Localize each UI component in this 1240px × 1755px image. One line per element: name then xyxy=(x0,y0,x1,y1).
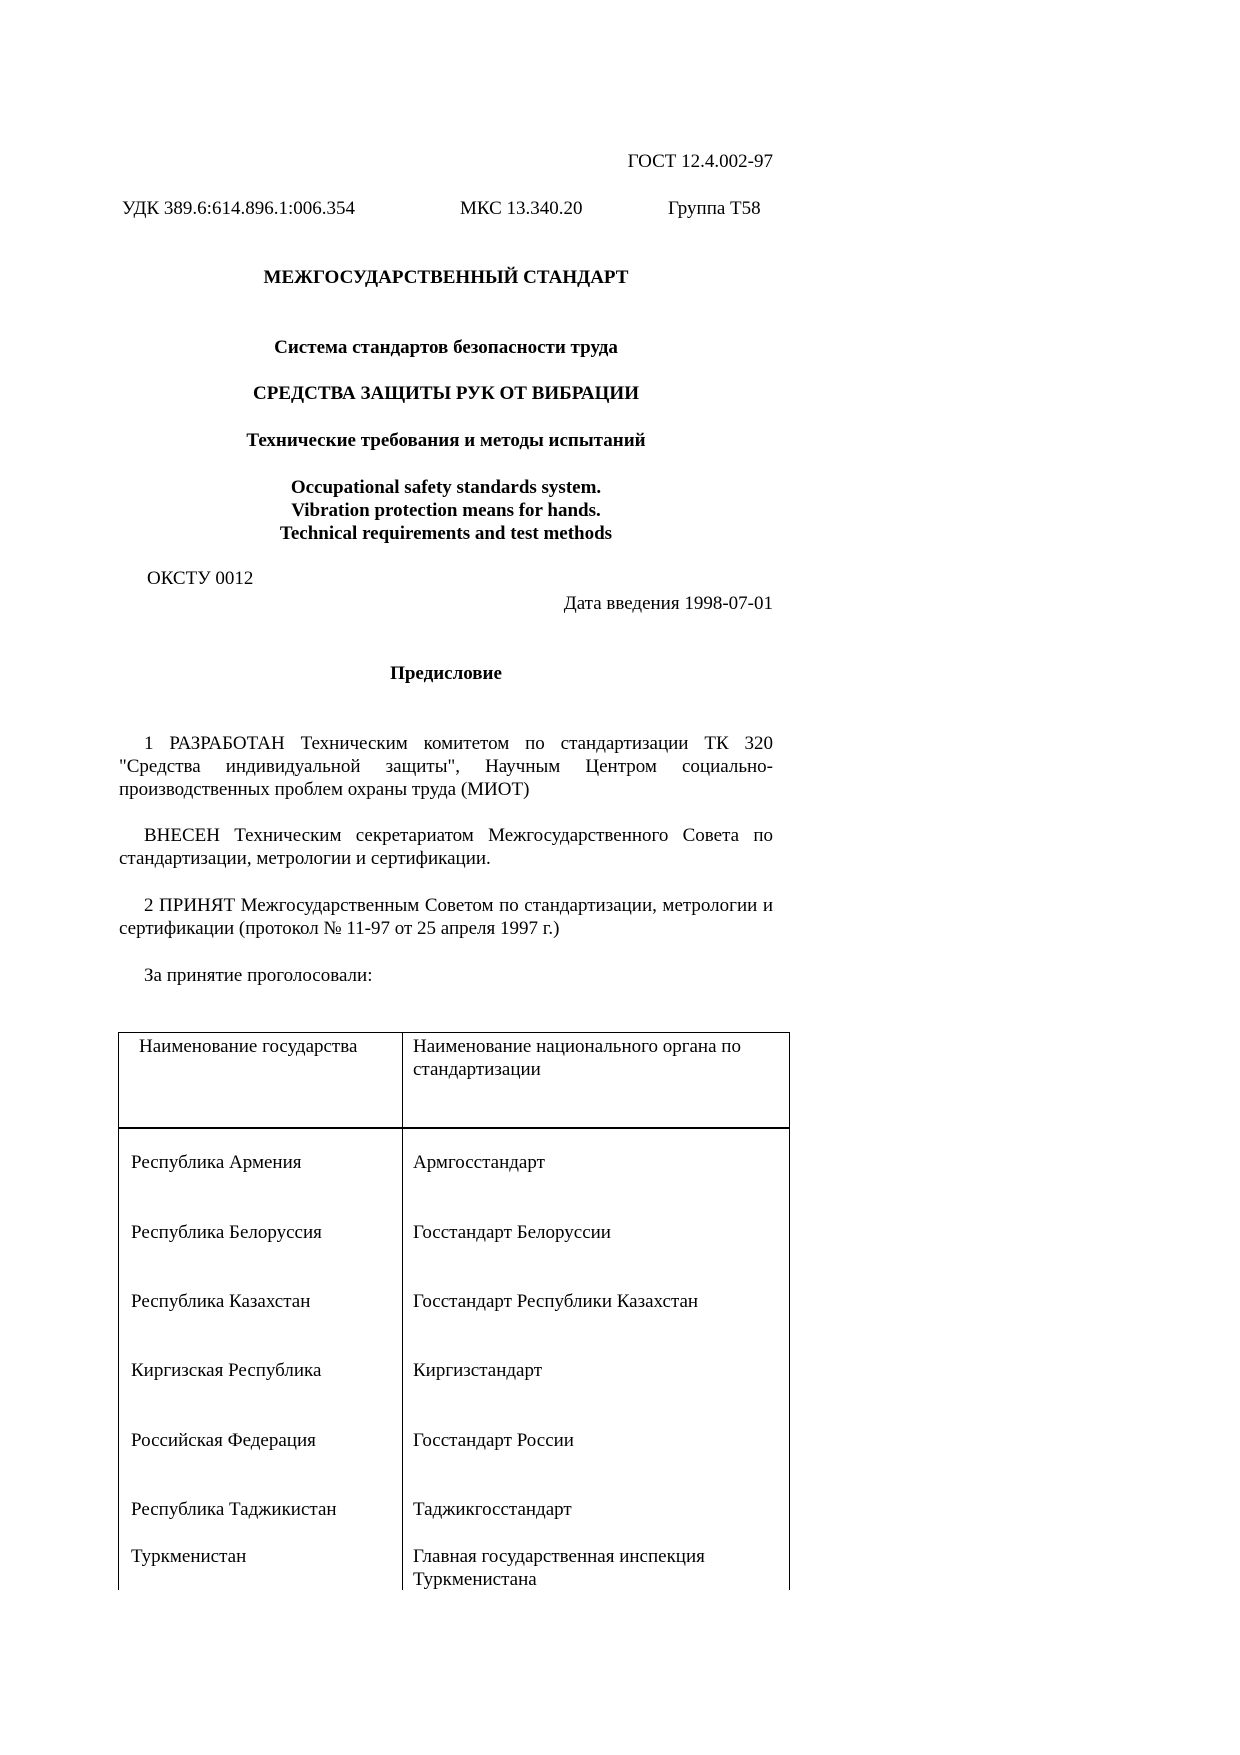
table-cell-state: Киргизская Республика xyxy=(131,1360,322,1381)
column-divider xyxy=(402,1033,403,1590)
voting-table xyxy=(118,1032,790,1590)
table-cell-body: Госстандарт России xyxy=(413,1430,574,1451)
table-cell-body: Таджикгосстандарт xyxy=(413,1499,572,1520)
header-divider xyxy=(119,1127,789,1129)
table-cell-body: Госстандарт Республики Казахстан xyxy=(413,1291,699,1312)
preface-paragraph: 2 ПРИНЯТ Межгосударственным Советом по стандартизации, метрологии и сертификации (протокол № 11-97 от 25 апреля 1997 г.) xyxy=(119,895,773,939)
table-cell-state: Республика Белоруссия xyxy=(131,1222,322,1243)
english-title-line: Vibration protection means for hands. xyxy=(291,500,601,521)
english-title-line: Technical requirements and test methods xyxy=(279,523,613,544)
preface-paragraph: 1 РАЗРАБОТАН Техническим комитетом по стандартизации ТК 320 "Средства индивидуальной защиты", Научным Центром социально-производственных проблем охраны труда (МИОТ) xyxy=(119,733,773,800)
subtitle: Технические требования и методы испытаний xyxy=(246,430,646,451)
table-cell-state: Республика Казахстан xyxy=(131,1291,311,1312)
table-cell-body: Армгосстандарт xyxy=(413,1152,545,1173)
preface-paragraph: За принятие проголосовали: xyxy=(144,965,373,986)
gost-number: ГОСТ 12.4.002-97 xyxy=(627,151,773,172)
english-title-line: Occupational safety standards system. xyxy=(290,477,602,498)
table-cell-state: Российская Федерация xyxy=(131,1430,316,1451)
preface-heading: Предисловие xyxy=(390,663,502,684)
table-cell-body: Госстандарт Белоруссии xyxy=(413,1222,611,1243)
table-cell-body: Главная государственная инспекция Туркменистана xyxy=(413,1546,705,1590)
okstu-code: ОКСТУ 0012 xyxy=(147,568,254,589)
group-code: Группа Т58 xyxy=(668,198,761,219)
table-cell-state: Республика Армения xyxy=(131,1152,302,1173)
table-header-state: Наименование государства xyxy=(139,1036,358,1057)
preface-paragraph: ВНЕСЕН Техническим секретариатом Межгосударственного Совета по стандартизации, метрологии и сертификации. xyxy=(119,825,773,869)
effective-date: Дата введения 1998-07-01 xyxy=(563,593,773,614)
standard-type: МЕЖГОСУДАРСТВЕННЫЙ СТАНДАРТ xyxy=(263,267,629,288)
mks-code: МКС 13.340.20 xyxy=(460,198,583,219)
table-cell-state: Республика Таджикистан xyxy=(131,1499,337,1520)
table-header-body: Наименование национального органа по стандартизации xyxy=(413,1036,741,1080)
main-title: СРЕДСТВА ЗАЩИТЫ РУК ОТ ВИБРАЦИИ xyxy=(253,383,639,404)
table-cell-body: Киргизстандарт xyxy=(413,1360,543,1381)
table-cell-state: Туркменистан xyxy=(131,1546,247,1567)
udk-code: УДК 389.6:614.896.1:006.354 xyxy=(122,198,355,219)
system-title: Система стандартов безопасности труда xyxy=(274,337,618,358)
